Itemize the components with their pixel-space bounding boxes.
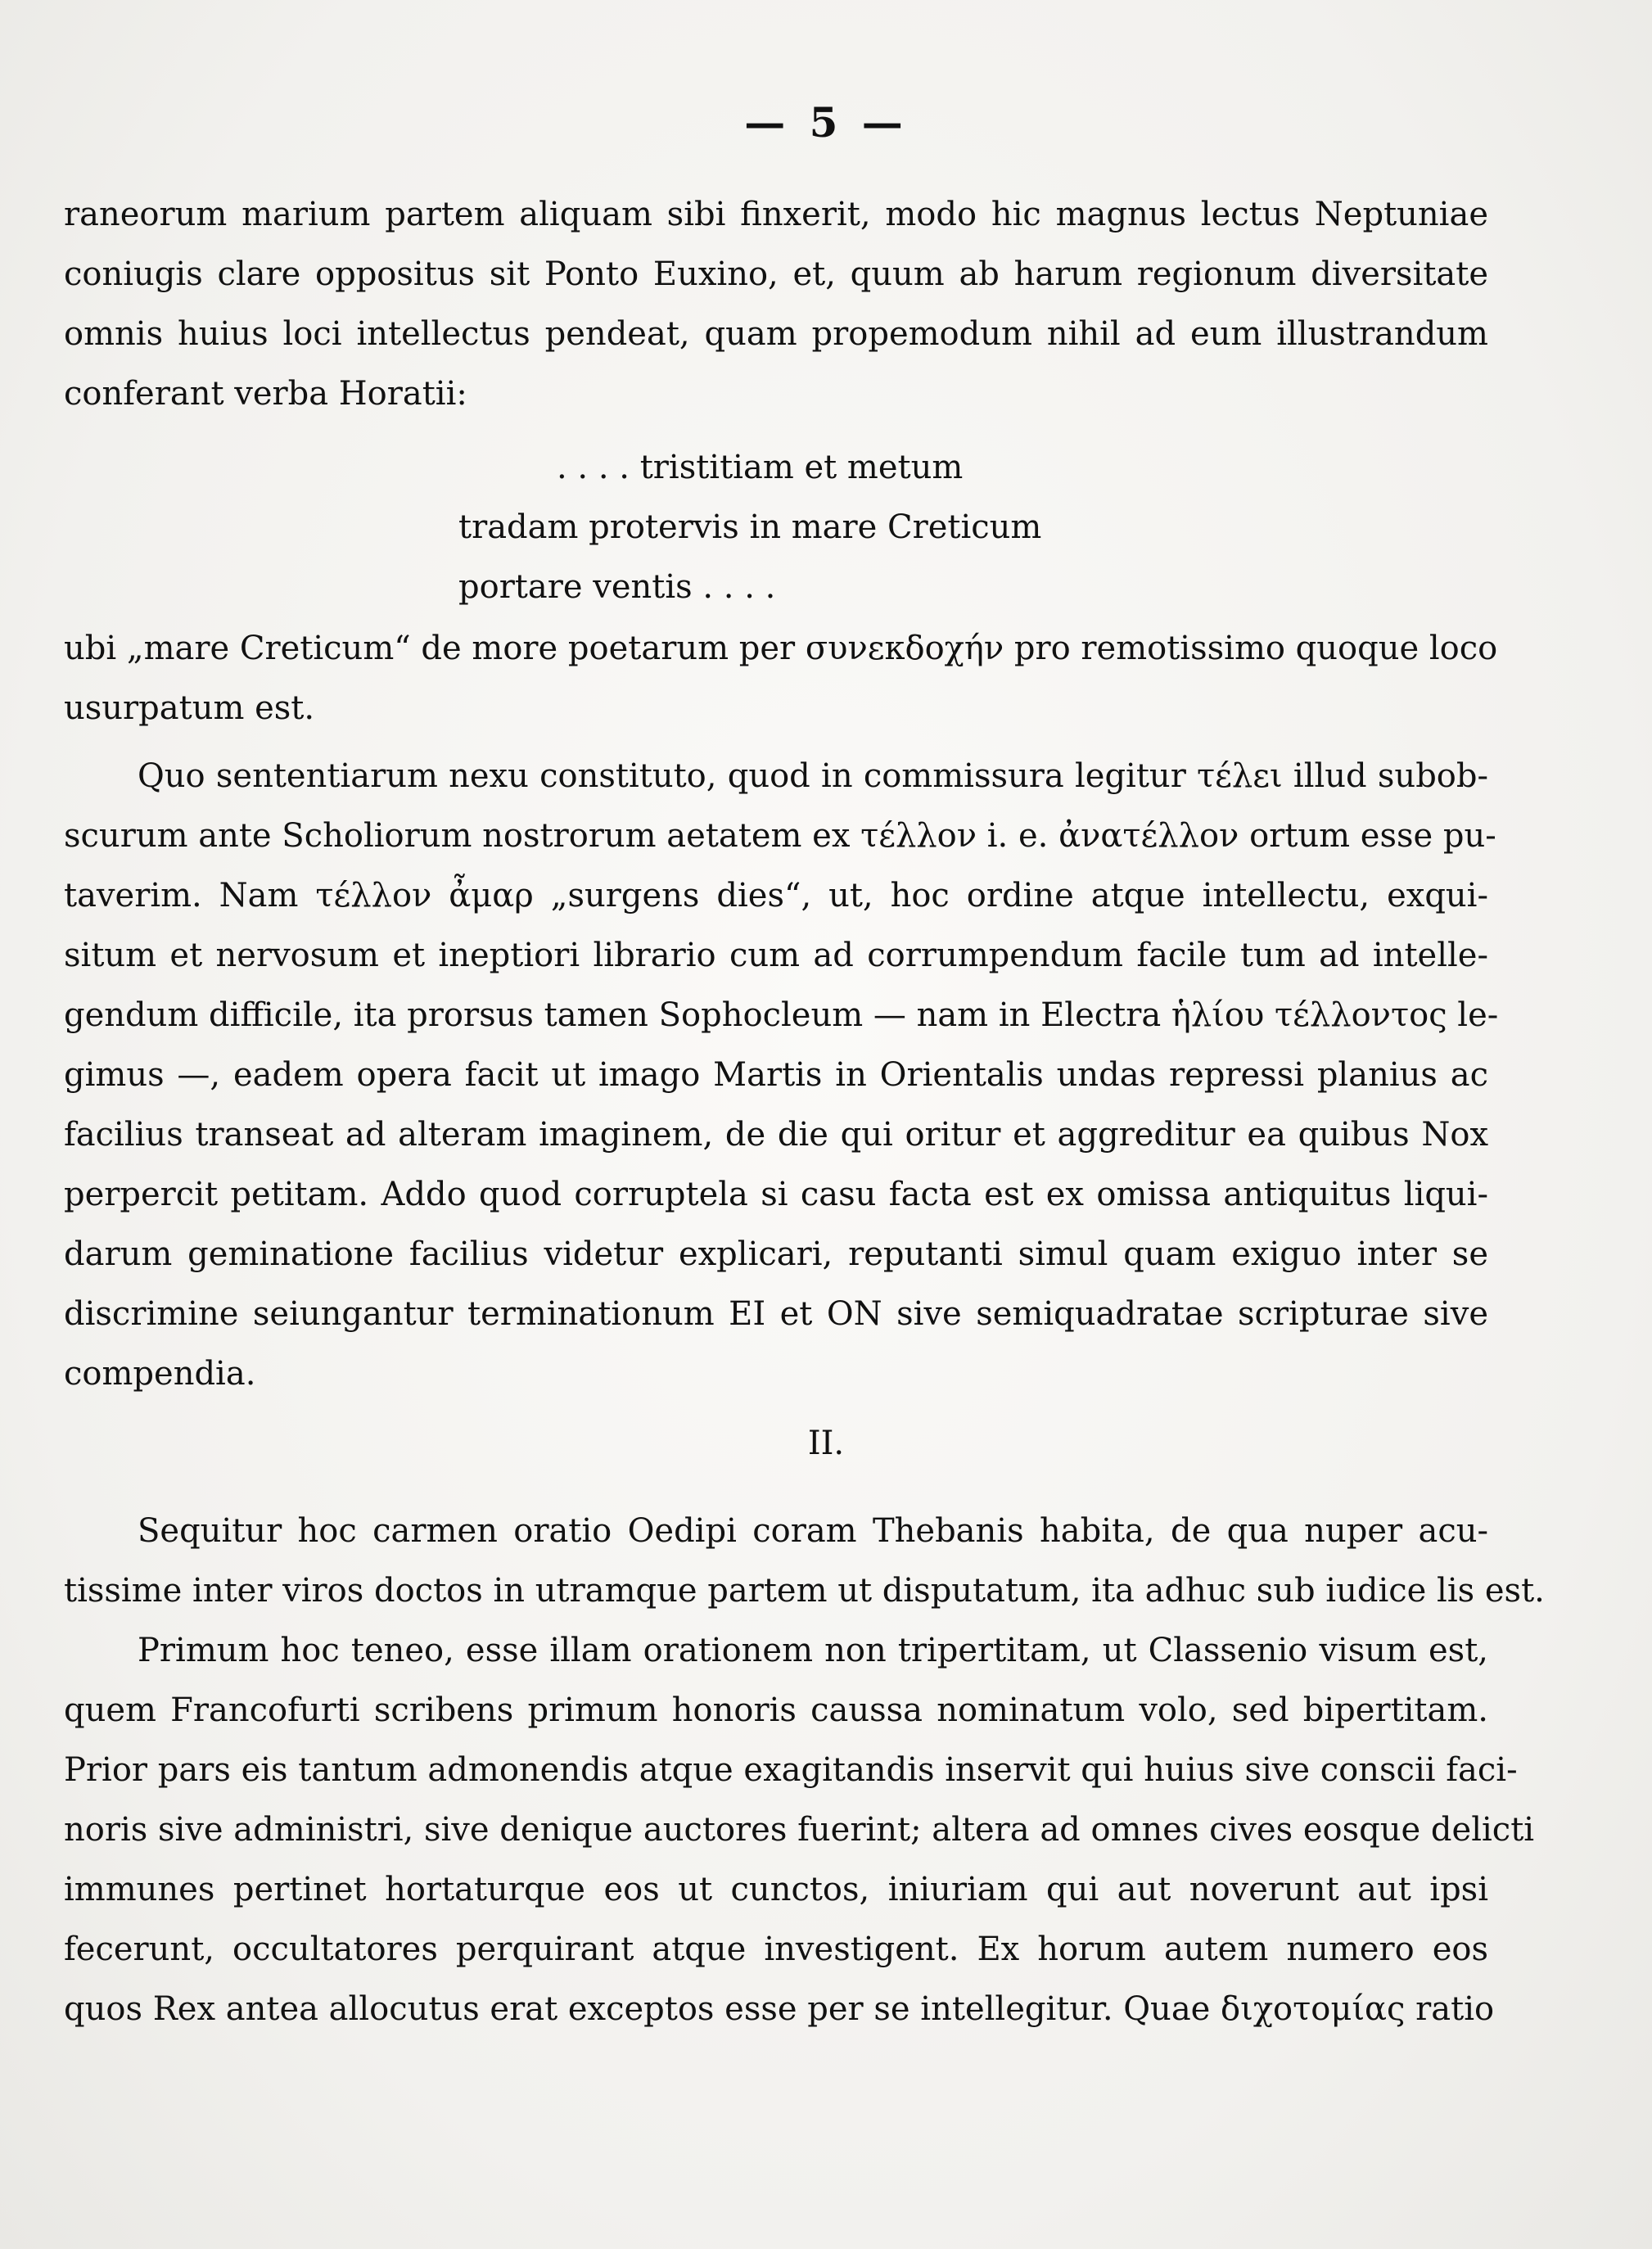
text-line: fecerunt, occultatores perquirant atque investigent. Ex horum autem numero eos xyxy=(64,1931,1488,1968)
text-line: noris sive administri, sive denique auctores fuerint; altera ad omnes cives eosque delicti xyxy=(64,1811,1535,1849)
text-line: Prior pars eis tantum admonendis atque exagitandis inservit qui huius sive conscii faci- xyxy=(64,1751,1518,1789)
paragraph-5 xyxy=(64,1621,1535,2039)
text-line: coniugis clare oppositus sit Ponto Euxino, et, quum ab harum regionum diversitate xyxy=(64,255,1488,293)
text-line: quem Francofurti scribens primum honoris caussa nominatum volo, sed bipertitam. xyxy=(64,1691,1488,1729)
paragraph-1 xyxy=(64,185,1488,424)
verse-line: portare ventis . . . . xyxy=(458,568,776,606)
text-line: ubi „mare Creticum“ de more poetarum per συνεκδοχήν pro remotissimo quoque loco xyxy=(64,630,1498,667)
text-line: situm et nervosum et ineptiori librario cum ad corrumpendum facile tum ad intelle- xyxy=(64,937,1488,974)
verse-line: tradam protervis in mare Creticum xyxy=(458,508,1042,546)
verse-line: . . . . tristitiam et metum xyxy=(557,449,964,486)
text-line: darum geminatione facilius videtur explicari, reputanti simul quam exiguo inter se xyxy=(64,1235,1488,1273)
text-line: perpercit petitam. Addo quod corruptela si casu facta est ex omissa antiquitus liqui- xyxy=(64,1176,1488,1213)
text-line: scurum ante Scholiorum nostrorum aetatem ex τέλλον i. e. ἀνατέλλον ortum esse pu- xyxy=(64,817,1496,855)
page-number: — 5 — xyxy=(744,98,908,147)
text-line: usurpatum est. xyxy=(64,689,315,727)
text-line: taverim. Nam τέλλον ἆμαρ „surgens dies“, ut, hoc ordine atque intellectu, exqui- xyxy=(64,877,1488,915)
verse-quotation xyxy=(458,438,1041,617)
text-line: omnis huius loci intellectus pendeat, quam propemodum nihil ad eum illustrandum xyxy=(64,315,1488,353)
text-line: facilius transeat ad alteram imaginem, de die qui oritur et aggreditur ea quibus Nox xyxy=(64,1116,1488,1154)
text-line: raneorum marium partem aliquam sibi finxerit, modo hic magnus lectus Neptuniae xyxy=(64,196,1488,233)
text-line: immunes pertinet hortaturque eos ut cunctos, iniuriam qui aut noverunt aut ipsi xyxy=(64,1871,1488,1908)
text-line: Quo sententiarum nexu constituto, quod in commissura legitur τέλει illud subob- xyxy=(138,757,1488,795)
paragraph-4 xyxy=(64,1502,1545,1621)
text-line: Sequitur hoc carmen oratio Oedipi coram Thebanis habita, de qua nuper acu- xyxy=(138,1512,1488,1550)
text-line: compendia. xyxy=(64,1355,256,1393)
section-heading: II. xyxy=(807,1425,845,1462)
text-line: gimus —, eadem opera facit ut imago Martis in Orientalis undas repressi planius ac xyxy=(64,1056,1488,1094)
text-line: Primum hoc teneo, esse illam orationem non tripertitam, ut Classenio visum est, xyxy=(138,1632,1488,1669)
text-line: tissime inter viros doctos in utramque partem ut disputatum, ita adhuc sub iudice lis est. xyxy=(64,1572,1545,1610)
paragraph-3 xyxy=(64,747,1499,1404)
text-line: quos Rex antea allocutus erat exceptos esse per se intellegitur. Quae διχοτομίας ratio xyxy=(64,1990,1495,2028)
text-line: conferant verba Horatii: xyxy=(64,375,467,413)
text-line: discrimine seiungantur terminationum EI et ON sive semiquadratae scripturae sive xyxy=(64,1295,1488,1333)
paragraph-2 xyxy=(64,619,1498,738)
text-line: gendum difficile, ita prorsus tamen Sophocleum — nam in Electra ἡλίου τέλλοντος le- xyxy=(64,996,1499,1034)
